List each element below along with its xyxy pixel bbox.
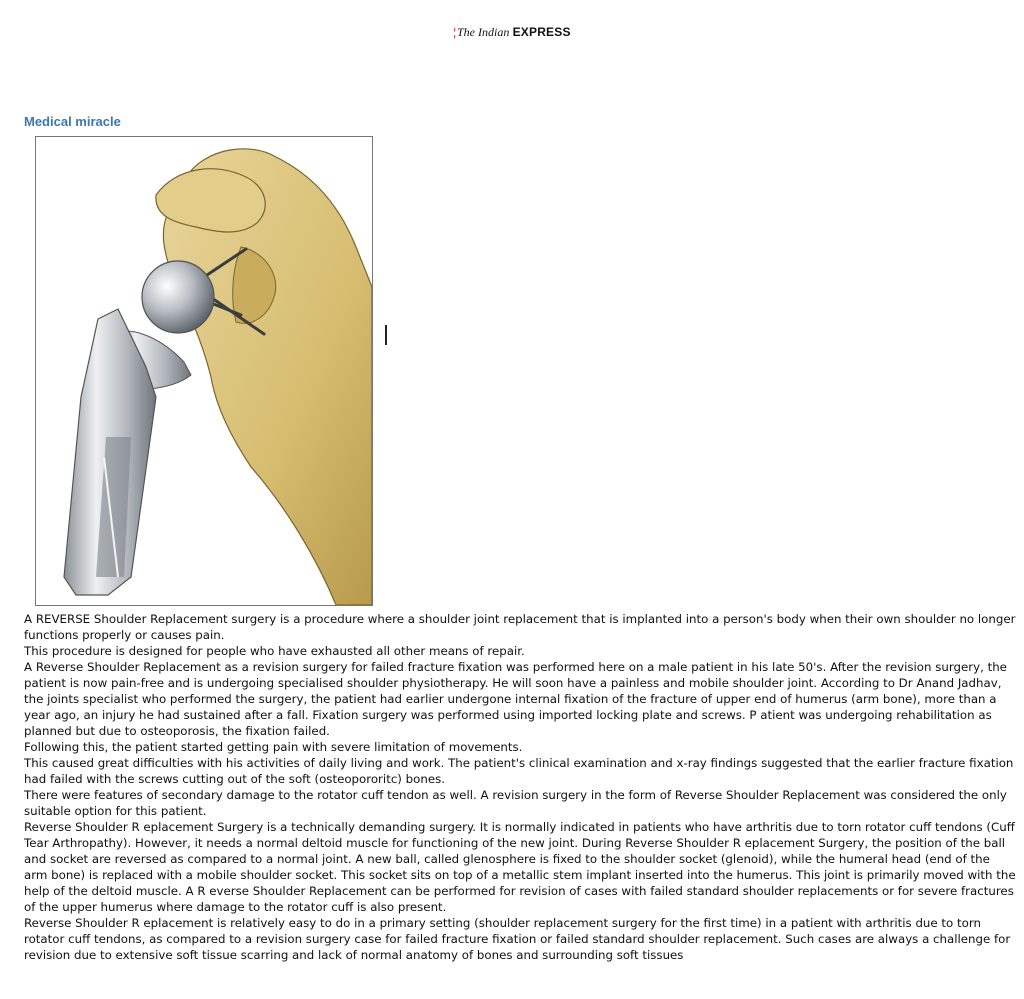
shoulder-implant-illustration [35,136,373,606]
article-paragraph: Following this, the patient started getting pain with severe limitation of movements. [24,740,523,754]
logo-mark: ¦ [453,25,456,39]
article-paragraph: This procedure is designed for people who have exhausted all other means of repair. [24,644,525,658]
article-title: Medical miracle [24,114,121,129]
glenosphere [142,261,214,333]
article-paragraph: There were features of secondary damage to the rotator cuff tendon as well. A revision surgery in the form of Reverse Shoulder Replacement was considered the only suitable option for this patient. [24,788,1007,818]
logo-the: The Indian [456,25,510,39]
image-edge-marker [385,325,388,345]
article-paragraph: This caused great difficulties with his activities of daily living and work. The patient's clinical examination and x-ray findings suggested that the earlier fracture fixation had failed with the screws cutting out of the soft (osteopororitc) bones. [24,756,1014,786]
publication-logo[interactable] [0,24,1024,40]
article-paragraph: A Reverse Shoulder Replacement as a revision surgery for failed fracture fixation was performed here on a male patient in his late 50's. After the revision surgery, the patient is now pain-free and is undergoing specialised shoulder physiotherapy. He will soon have a painless and mobile shoulder joint. According to Dr Anand Jadhav, the joints specialist who performed the surgery, the patient had earlier undergone internal fixation of the fracture of upper end of humerus (arm bone), more than a year ago, an injury he had sustained after a fall. Fixation surgery was performed using imported locking plate and screws. P atient was undergoing rehabilitation as planned but due to osteoporosis, the fixation failed. [24,660,1007,738]
article-paragraph: A REVERSE Shoulder Replacement surgery is a procedure where a shoulder joint replacement that is implanted into a person's body when their own shoulder no longer functions properly or causes pain. [24,612,1016,642]
article-body [24,611,1016,963]
article-paragraph: Reverse Shoulder R eplacement Surgery is a technically demanding surgery. It is normally indicated in patients who have arthritis due to torn rotator cuff tendons (Cuff Tear Arthropathy). However, it needs a normal deltoid muscle for functioning of the new joint. During Reverse Shoulder R eplacement Surgery, the position of the ball and socket are reversed as compared to a normal joint. A new ball, called glenosphere is fixed to the shoulder socket (glenoid), while the humeral head (end of the arm bone) is replaced with a mobile shoulder socket. This socket sits on top of a metallic stem implant inserted into the humerus. This joint is primarily moved with the help of the deltoid muscle. A R everse Shoulder Replacement can be performed for revision of cases with failed standard shoulder replacements or for severe fractures of the upper humerus where damage to the rotator cuff is also present. [24,820,1016,914]
article-paragraph: Reverse Shoulder R eplacement is relatively easy to do in a primary setting (shoulder replacement surgery for the first time) in a patient with arthritis due to torn rotator cuff tendons, as compared to a revision surgery case for failed fracture fixation or failed standard shoulder replacement. Such cases are always a challenge for revision due to extensive soft tissue scarring and lack of normal anatomy of bones and surrounding soft tissues [24,916,1011,962]
logo-brand: EXPRESS [512,25,571,39]
